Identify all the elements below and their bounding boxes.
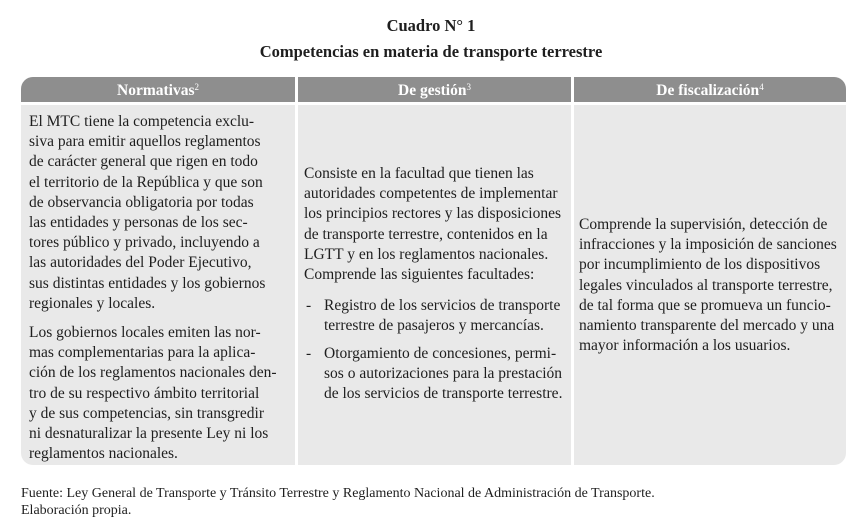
cell-de-gestion bbox=[304, 164, 566, 465]
text-line: el territorio de la República y que son bbox=[29, 173, 263, 191]
header-de-gestion-note: 3 bbox=[466, 82, 471, 92]
header-de-fiscalizacion-label: De fiscalización bbox=[656, 82, 760, 99]
text-line: las entidades y personas de los sec- bbox=[29, 214, 248, 232]
text-line: legales vinculados al transporte terrestre, bbox=[579, 276, 833, 294]
text-line: y de sus competencias, sin transgredir bbox=[29, 404, 265, 422]
text-line: sus distintas entidades y los gobiernos bbox=[29, 274, 266, 292]
text-line: las autoridades del Poder Ejecutivo, bbox=[29, 254, 252, 272]
text-line: de transporte terrestre, contenidos en la bbox=[304, 225, 548, 243]
source-note: Fuente: Ley General de Transporte y Tránsito Terrestre y Reglamento Nacional de Administración de Transporte. bbox=[21, 486, 655, 501]
text-line: los principios rectores y las disposiciones bbox=[304, 205, 561, 223]
header-de-fiscalizacion-note: 4 bbox=[759, 82, 764, 92]
header-normativas-note: 2 bbox=[194, 82, 199, 92]
text-line: reglamentos nacionales. bbox=[29, 445, 178, 463]
text-line: de los servicios de transporte terrestre. bbox=[324, 385, 563, 403]
competencias-table bbox=[21, 77, 846, 465]
column-divider bbox=[295, 77, 298, 465]
elaboration-note: Elaboración propia. bbox=[21, 503, 132, 518]
gestion-intro bbox=[304, 164, 566, 285]
text-line: regionales y locales. bbox=[29, 294, 156, 312]
text-line: namiento transparente del mercado y una bbox=[579, 317, 835, 335]
text-line: tro de su respectivo ámbito territorial bbox=[29, 384, 260, 402]
text-line: autoridades competentes de implementar bbox=[304, 185, 558, 203]
text-line: ni desnaturalizar la presente Ley ni los bbox=[29, 425, 269, 443]
text-line: Comprende las siguientes facultades: bbox=[304, 266, 535, 284]
table-subtitle: Competencias en materia de transporte terrestre bbox=[259, 42, 603, 61]
gestion-bullet-2 bbox=[304, 344, 566, 405]
fiscalizacion-paragraph bbox=[579, 215, 843, 356]
header-normativas bbox=[21, 77, 295, 104]
normativas-paragraph-2 bbox=[29, 323, 291, 464]
text-line: mas complementarias para la aplica- bbox=[29, 344, 256, 362]
header-de-gestion-label: De gestión bbox=[398, 82, 467, 99]
text-line: mayor información a los usuarios. bbox=[579, 337, 791, 355]
text-line: Registro de los servicios de transporte bbox=[324, 297, 561, 315]
header-normativas-label: Normativas bbox=[117, 82, 195, 99]
text-line: Consiste en la facultad que tienen las bbox=[304, 165, 534, 182]
text-line: Otorgamiento de concesiones, permi- bbox=[324, 344, 557, 362]
text-line: ción de los reglamentos nacionales den- bbox=[29, 364, 277, 382]
column-divider bbox=[571, 77, 574, 465]
text-line: de carácter general que rigen en todo bbox=[29, 153, 258, 171]
text-line: Los gobiernos locales emiten las nor- bbox=[29, 324, 261, 342]
header-de-fiscalizacion bbox=[574, 77, 846, 104]
text-line: siva para emitir aquellos reglamentos bbox=[29, 133, 261, 151]
bullet-dash: - bbox=[306, 297, 312, 315]
header-divider bbox=[21, 102, 846, 105]
normativas-paragraph-1 bbox=[29, 112, 291, 314]
text-line: infracciones y la imposición de sanciones bbox=[579, 236, 837, 254]
text-line: tores público y privado, incluyendo a bbox=[29, 234, 260, 252]
text-line: por incumplimiento de los dispositivos bbox=[579, 256, 821, 274]
text-line: de tal forma que se promueva un funcio- bbox=[579, 296, 831, 314]
table-title: Cuadro N° 1 bbox=[386, 16, 476, 35]
text-line: de observancia obligatoria por todas bbox=[29, 193, 254, 211]
text-line: sos o autorizaciones para la prestación bbox=[324, 364, 563, 382]
text-line: LGTT y en los reglamentos nacionales. bbox=[304, 245, 549, 263]
cell-normativas bbox=[29, 112, 291, 465]
text-line: terrestre de pasajeros y mercancías. bbox=[324, 317, 544, 335]
cell-de-fiscalizacion bbox=[579, 215, 843, 465]
header-de-gestion bbox=[298, 77, 571, 104]
text-line: El MTC tiene la competencia exclu- bbox=[29, 113, 255, 130]
text-line: Comprende la supervisión, detección de bbox=[579, 216, 828, 233]
gestion-bullet-1-text bbox=[324, 296, 566, 336]
bullet-dash: - bbox=[306, 344, 312, 362]
gestion-bullet-1 bbox=[304, 296, 566, 336]
gestion-bullet-2-text bbox=[324, 344, 566, 405]
